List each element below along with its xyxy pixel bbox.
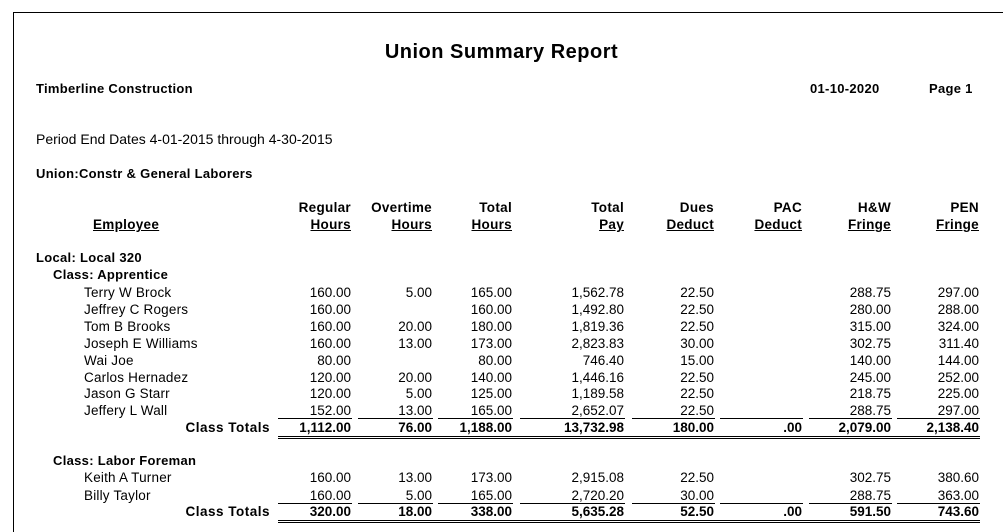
total-pay: 1,819.36 [571,319,624,334]
total-pay: 2,652.07 [571,403,624,418]
class-totals-row [0,420,1003,437]
hw-fringe-total: 2,079.00 [838,420,891,435]
dues-deduct: 22.50 [680,470,714,485]
overtime-hours: 13.00 [398,336,432,351]
dues-deduct: 22.50 [680,403,714,418]
table-row [0,302,1003,319]
total-pay: 1,446.16 [571,370,624,385]
page-number: Page 1 [929,81,973,96]
regular-hours: 120.00 [309,386,351,401]
dues-deduct: 15.00 [680,353,714,368]
employee-name: Tom B Brooks [84,319,171,334]
total-hours: 173.00 [470,336,512,351]
subtotal-rule [358,418,433,419]
hw-fringe: 140.00 [849,353,891,368]
hw-fringe: 280.00 [849,302,891,317]
regular-hours: 160.00 [309,285,351,300]
employee-name: Jeffrey C Rogers [84,302,189,317]
col-header-hw-fringe: H&W Fringe [847,200,891,232]
dues-deduct-total: 52.50 [680,504,714,519]
pen-fringe: 311.40 [938,336,979,351]
col-header-pac-deduct: PAC Deduct [754,200,802,232]
subtotal-rule [897,418,980,419]
pen-fringe: 252.00 [937,370,979,385]
class-totals-row [0,504,1003,521]
pen-fringe: 363.00 [937,488,979,503]
col-header-dues-deduct: Dues Deduct [666,200,714,232]
dues-deduct: 22.50 [680,285,714,300]
hw-fringe: 288.75 [849,403,891,418]
subtotal-rule [438,418,513,419]
class-heading: Class: Labor Foreman [53,453,197,468]
dues-deduct: 30.00 [680,336,714,351]
subtotal-rule [809,418,892,419]
employee-name: Jason G Starr [84,386,170,401]
total-hours-total: 338.00 [470,504,512,519]
total-pay: 1,492.80 [571,302,624,317]
overtime-hours: 5.00 [405,488,432,503]
total-hours: 165.00 [470,488,512,503]
regular-hours: 160.00 [309,488,351,503]
total-pay: 2,915.08 [571,470,624,485]
table-row [0,386,1003,403]
totals-double-rule [278,436,980,439]
dues-deduct-total: 180.00 [672,420,714,435]
regular-hours: 160.00 [309,470,351,485]
total-pay: 1,189.58 [571,386,624,401]
overtime-hours: 5.00 [405,386,432,401]
employee-name: Joseph E Williams [84,336,198,351]
total-hours: 173.00 [470,470,512,485]
pen-fringe-total: 2,138.40 [926,420,979,435]
employee-name: Keith A Turner [84,470,172,485]
col-header-total-hours: Total Hours [471,200,512,232]
pen-fringe: 380.60 [937,470,979,485]
regular-hours: 160.00 [309,319,351,334]
total-pay: 1,562.78 [571,285,624,300]
union-name: Union:Constr & General Laborers [36,166,253,181]
regular-hours: 80.00 [317,353,351,368]
regular-hours: 160.00 [309,336,351,351]
regular-hours: 152.00 [309,403,351,418]
overtime-hours: 20.00 [398,319,432,334]
employee-name: Jeffery L Wall [84,403,168,418]
total-pay-total: 5,635.28 [571,504,624,519]
dues-deduct: 22.50 [680,319,714,334]
employee-name: Wai Joe [84,353,134,368]
totals-double-rule [278,520,980,523]
hw-fringe: 302.75 [849,336,891,351]
dues-deduct: 22.50 [680,370,714,385]
overtime-hours: 13.00 [398,470,432,485]
hw-fringe: 315.00 [849,319,891,334]
overtime-hours: 5.00 [405,285,432,300]
total-pay: 746.40 [582,353,624,368]
table-row [0,470,1003,487]
pac-deduct-total: .00 [783,504,802,519]
employee-name: Carlos Hernadez [84,370,189,385]
report-title: Union Summary Report [384,41,619,63]
total-hours-total: 1,188.00 [459,420,512,435]
report-date: 01-10-2020 [810,81,880,96]
table-row [0,336,1003,353]
total-hours: 165.00 [470,285,512,300]
total-pay: 2,720.20 [571,488,624,503]
overtime-hours-total: 18.00 [398,504,432,519]
hw-fringe: 288.75 [849,285,891,300]
class-heading: Class: Apprentice [53,267,169,282]
table-row [0,353,1003,370]
subtotal-rule [632,418,715,419]
employee-name: Billy Taylor [84,488,151,503]
col-header-regular-hours: Regular Hours [298,200,351,232]
hw-fringe-total: 591.50 [849,504,891,519]
total-hours: 180.00 [470,319,512,334]
table-row [0,285,1003,302]
overtime-hours: 13.00 [398,403,432,418]
regular-hours-total: 320.00 [309,504,351,519]
regular-hours-total: 1,112.00 [299,420,351,435]
class-totals-label: Class Totals [185,420,270,435]
class-totals-label: Class Totals [185,504,270,519]
pen-fringe: 288.00 [937,302,979,317]
hw-fringe: 218.75 [849,386,891,401]
total-hours: 165.00 [470,403,512,418]
company-name: Timberline Construction [36,81,193,96]
total-hours: 125.00 [470,386,512,401]
pen-fringe: 297.00 [937,285,979,300]
pen-fringe: 225.00 [937,386,979,401]
pen-fringe: 297.00 [937,403,979,418]
hw-fringe: 302.75 [849,470,891,485]
total-hours: 160.00 [470,302,512,317]
pen-fringe-total: 743.60 [937,504,979,519]
total-hours: 80.00 [478,353,512,368]
employee-name: Terry W Brock [84,285,172,300]
regular-hours: 120.00 [309,370,351,385]
hw-fringe: 288.75 [849,488,891,503]
col-header-overtime-hours: Overtime Hours [371,200,432,232]
col-header-total-pay: Total Pay [591,200,624,232]
subtotal-rule [520,418,625,419]
total-pay: 2,823.83 [571,336,624,351]
table-row [0,370,1003,387]
pac-deduct-total: .00 [783,420,802,435]
dues-deduct: 22.50 [680,302,714,317]
subtotal-rule [720,418,803,419]
table-row [0,319,1003,336]
dues-deduct: 30.00 [680,488,714,503]
dues-deduct: 22.50 [680,386,714,401]
hw-fringe: 245.00 [849,370,891,385]
total-pay-total: 13,732.98 [563,420,624,435]
subtotal-rule [278,418,352,419]
period-range: Period End Dates 4-01-2015 through 4-30-2015 [36,131,333,147]
col-header-employee: Employee [93,217,160,232]
col-header-pen-fringe: PEN Fringe [935,200,979,232]
pen-fringe: 144.00 [937,353,979,368]
overtime-hours: 20.00 [398,370,432,385]
overtime-hours-total: 76.00 [398,420,432,435]
total-hours: 140.00 [470,370,512,385]
regular-hours: 160.00 [309,302,351,317]
pen-fringe: 324.00 [937,319,979,334]
local-heading: Local: Local 320 [36,250,142,265]
